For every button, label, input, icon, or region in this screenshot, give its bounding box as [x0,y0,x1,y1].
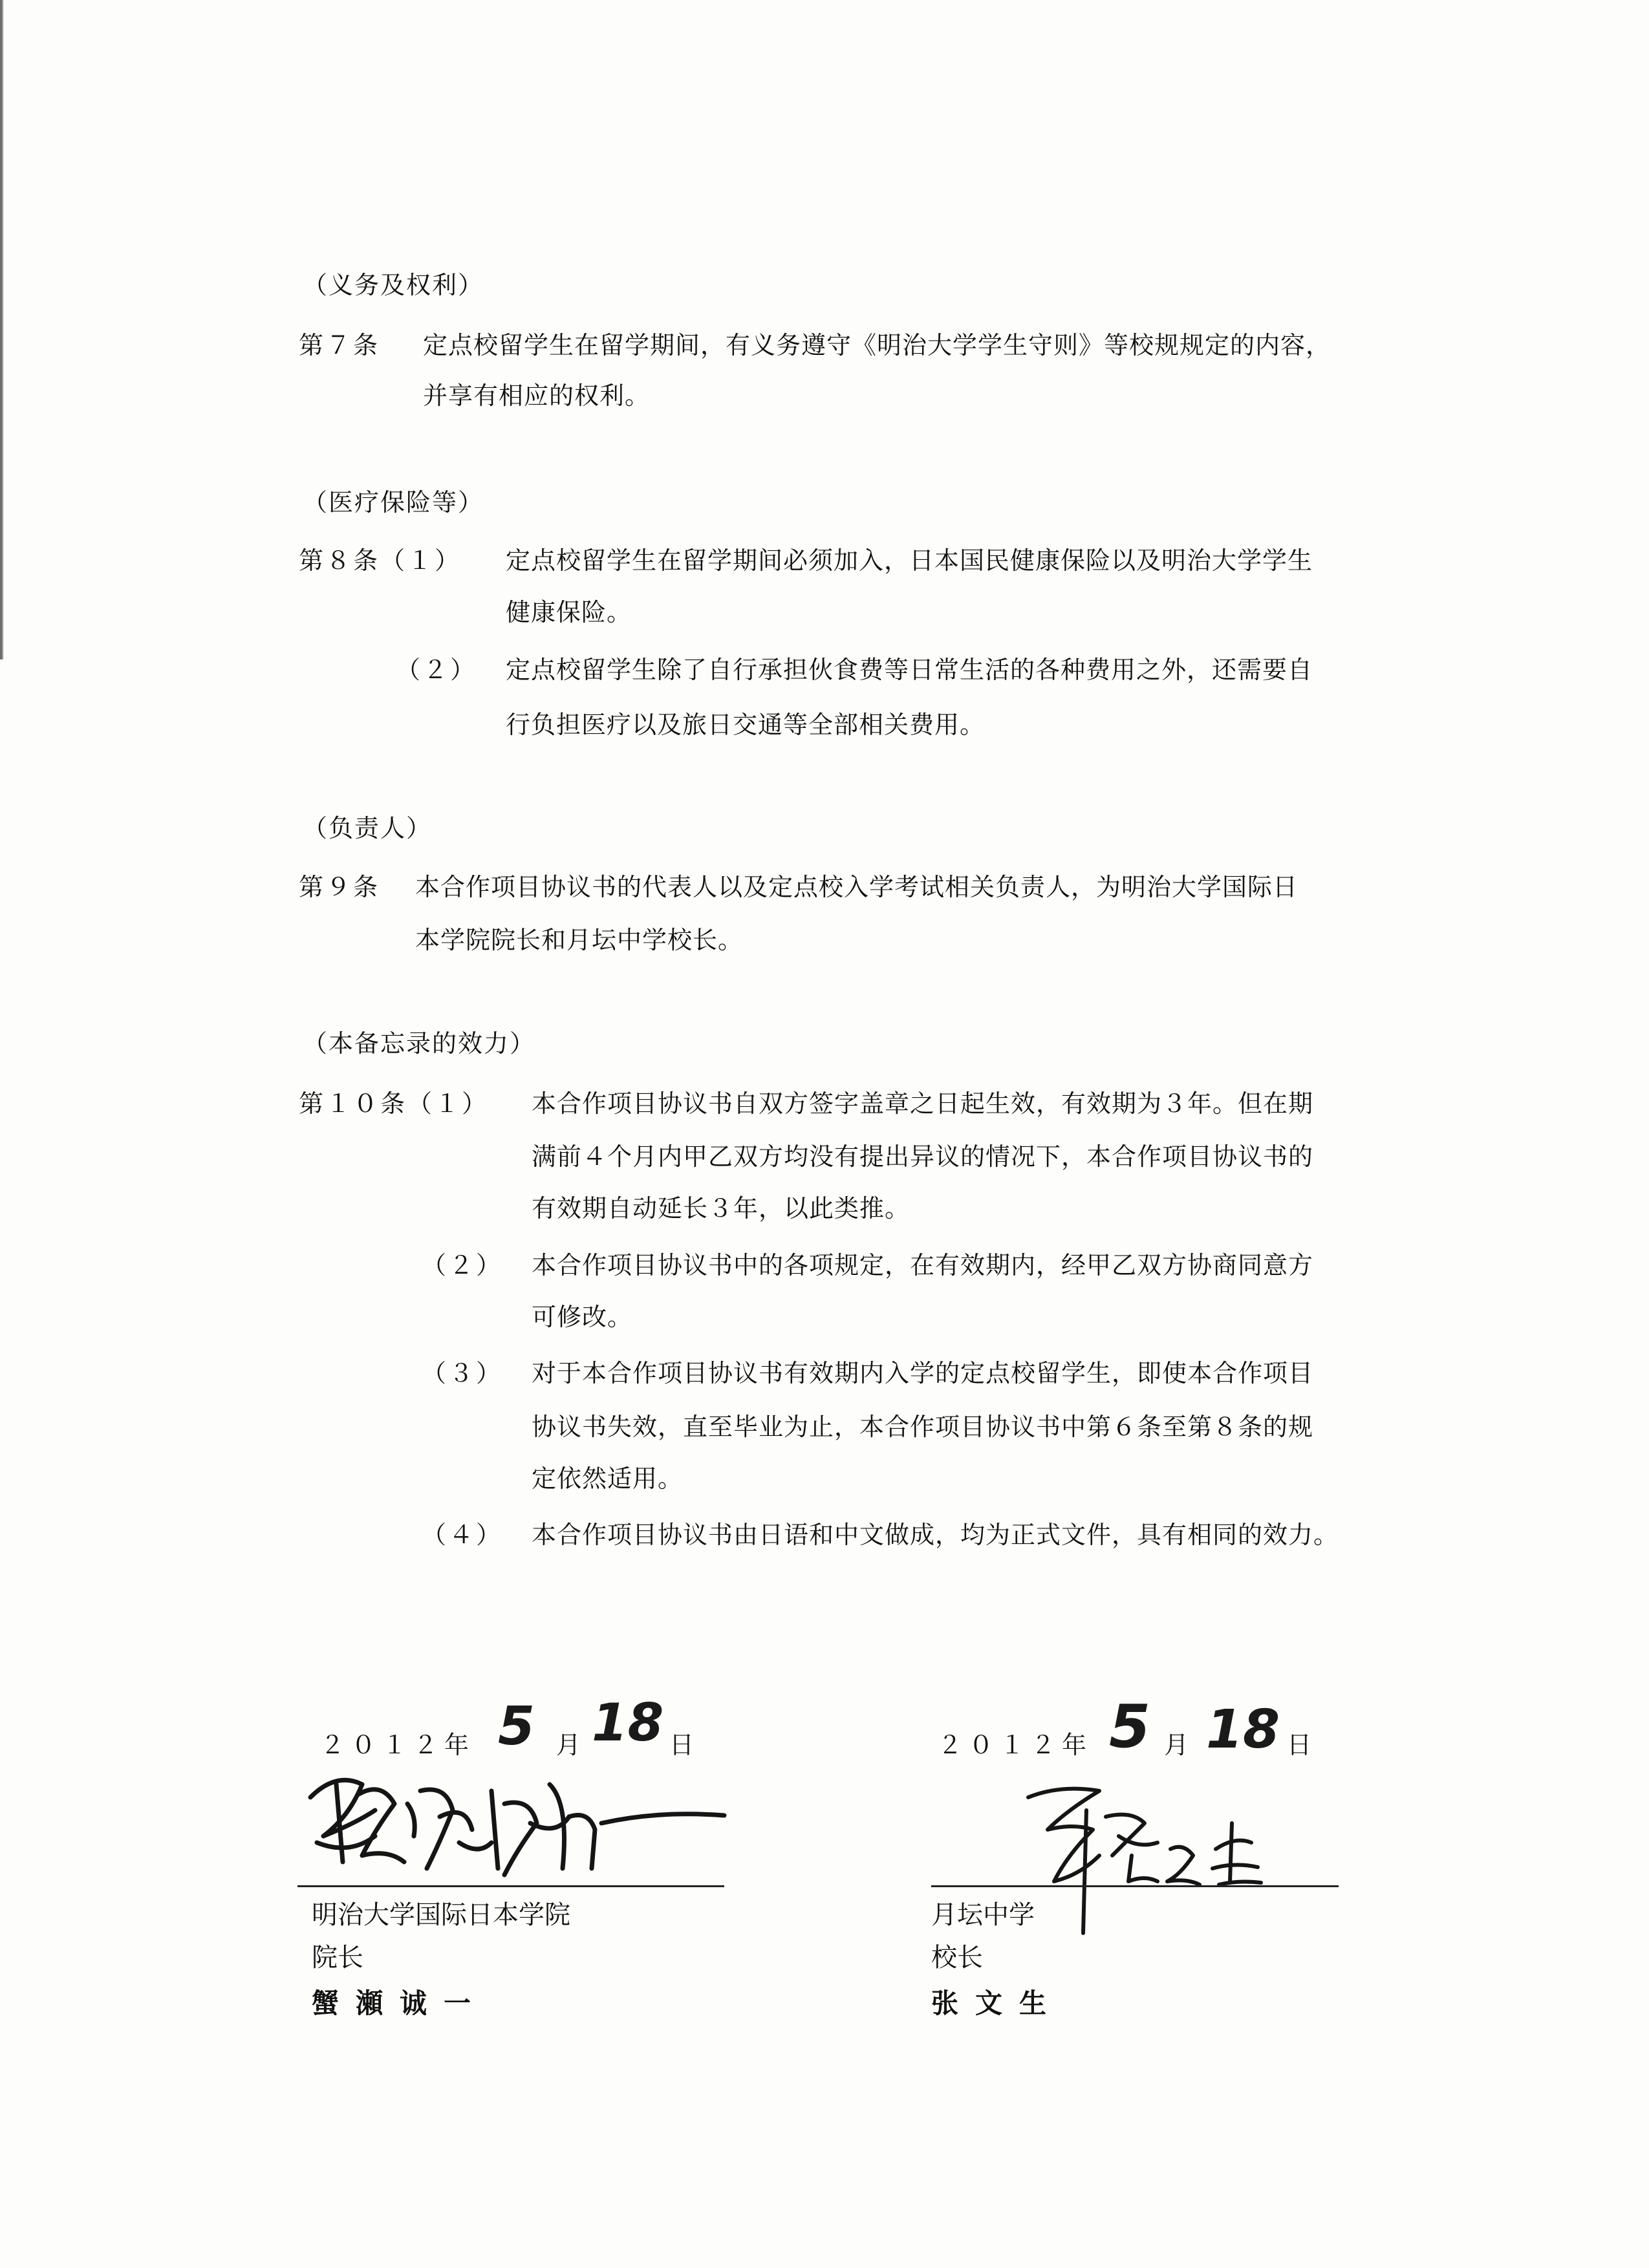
right-date-day-unit: 日 [1287,1731,1312,1759]
right-signature-line [931,1885,1339,1887]
article-10-3-num: （３） [422,1359,504,1387]
scan-edge-mark [0,0,9,659]
right-signer-name: 张文生 [931,1987,1064,2019]
article-10-4-line-1: 本合作项目协议书由日语和中文做成，均为正式文件，具有相同的效力。 [532,1521,1339,1549]
article-10-3-line-2: 协议书失效，直至毕业为止，本合作项目协议书中第６条至第８条的规 [532,1413,1314,1441]
left-date-day-unit: 日 [669,1731,695,1759]
right-handwritten-signature [1009,1771,1345,1946]
article-7-line-1: 定点校留学生在留学期间，有义务遵守《明治大学学生守则》等校规规定的内容， [423,331,1331,359]
right-title: 校长 [931,1943,983,1973]
article-10-4-num: （４） [422,1521,504,1549]
right-organization: 月坛中学 [931,1900,1035,1930]
left-title: 院长 [312,1943,363,1973]
article-10-3-line-1: 对于本合作项目协议书有效期内入学的定点校留学生，即使本合作项目 [532,1359,1314,1387]
left-handwritten-signature [297,1746,750,1894]
section-heading-medical-insurance: （医疗保险等） [303,488,484,517]
left-date-day-handwritten: 18 [592,1693,664,1753]
article-10-1-line-2: 满前４个月内甲乙双方均没有提出异议的情况下，本合作项目协议书的 [532,1142,1314,1171]
article-10-1-line-3: 有效期自动延长３年，以此类推。 [532,1194,911,1223]
article-10-2-line-2: 可修改。 [532,1303,633,1331]
article-7-line-2: 并享有相应的权利。 [423,381,651,410]
section-heading-validity: （本备忘录的效力） [303,1029,536,1058]
right-date-day-handwritten: 18 [1206,1699,1280,1760]
article-8-2-line-1: 定点校留学生除了自行承担伙食费等日常生活的各种费用之外，还需要自 [506,656,1313,684]
article-10-label: 第１０条（１） [299,1089,490,1118]
article-8-2-line-2: 行负担医疗以及旅日交通等全部相关费用。 [506,711,986,739]
left-date-month-unit: 月 [556,1731,581,1759]
left-date-month-handwritten: 5 [498,1696,535,1757]
right-date-year: ２０１２年 [938,1731,1094,1759]
article-9-label: 第９条 [299,873,381,901]
article-10-3-line-3: 定依然适用。 [532,1464,684,1493]
article-8-1-line-1: 定点校留学生在留学期间必须加入，日本国民健康保险以及明治大学学生 [506,546,1313,575]
right-date-month-unit: 月 [1164,1731,1189,1759]
article-8-label: 第８条（１） [299,546,462,575]
article-10-1-line-1: 本合作项目协议书自双方签字盖章之日起生效，有效期为３年。但在期 [532,1089,1314,1118]
article-7-label: 第７条 [299,331,381,359]
article-10-2-num: （２） [422,1251,504,1279]
section-heading-responsible-person: （负责人） [303,814,433,842]
article-8-2-num: （２） [396,656,478,684]
left-signature-line [297,1885,724,1887]
right-date-month-handwritten: 5 [1109,1692,1151,1761]
article-10-2-line-1: 本合作项目协议书中的各项规定，在有效期内，经甲乙双方协商同意方 [532,1251,1314,1279]
article-9-line-1: 本合作项目协议书的代表人以及定点校入学考试相关负责人，为明治大学国际日 [415,873,1299,901]
left-signer-name: 蟹瀬诚一 [312,1987,488,2019]
left-date-year: ２０１２年 [320,1731,476,1759]
article-8-1-line-2: 健康保险。 [506,598,632,626]
left-organization: 明治大学国际日本学院 [312,1900,570,1930]
section-heading-obligations: （义务及权利） [303,271,484,299]
article-9-line-2: 本学院院长和月坛中学校长。 [415,926,744,954]
